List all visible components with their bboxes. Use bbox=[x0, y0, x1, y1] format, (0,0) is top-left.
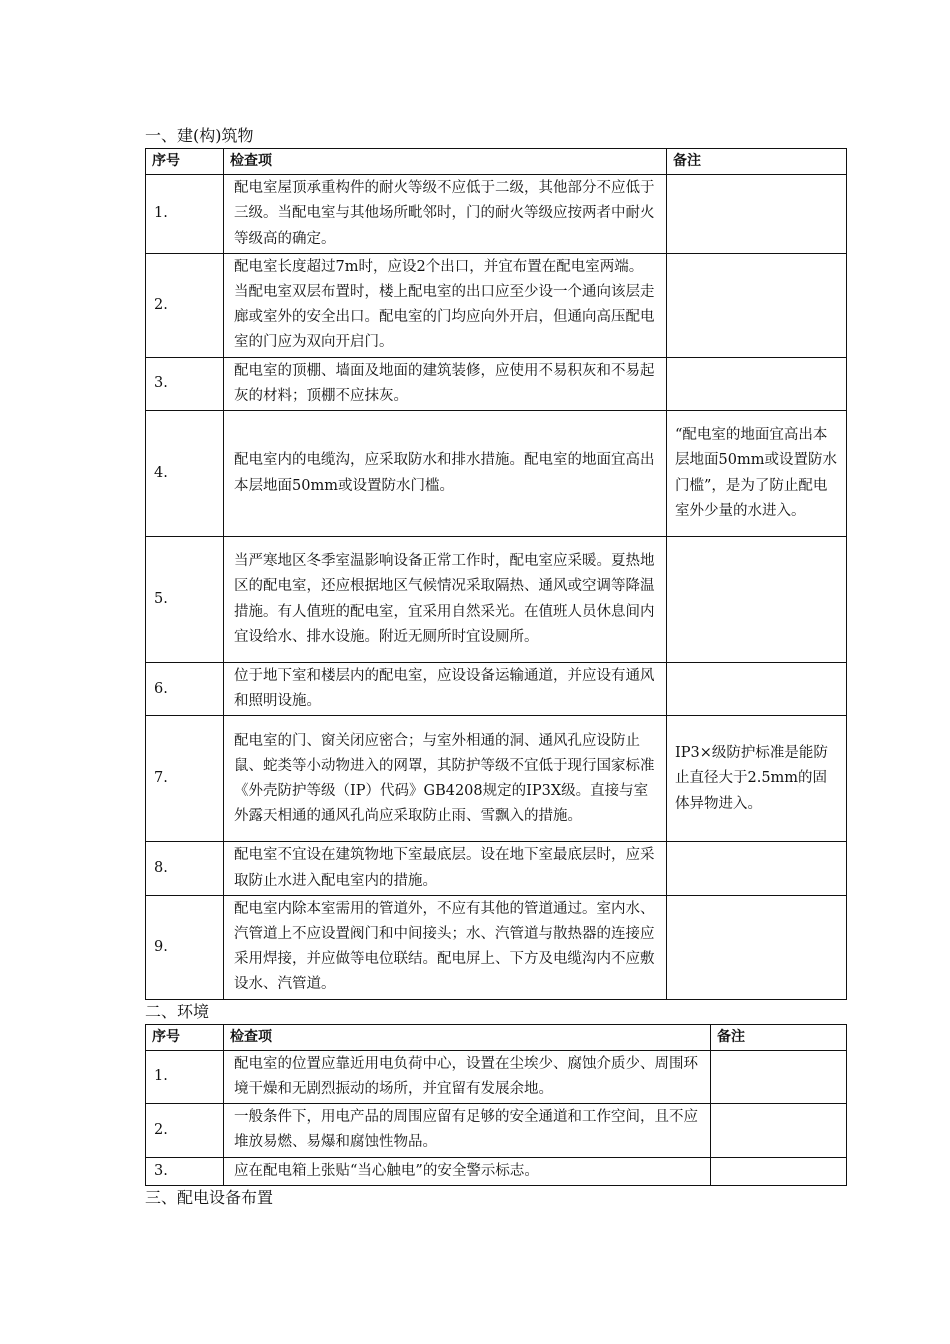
header-note: 备注 bbox=[711, 1024, 847, 1050]
table-row bbox=[146, 842, 847, 895]
row-note bbox=[667, 842, 847, 895]
row-check-item: 配电室内的电缆沟，应采取防水和排水措施。配电室的地面宜高出本层地面50mm或设置防水门槛。 bbox=[224, 411, 667, 537]
header-num: 序号 bbox=[146, 1024, 224, 1050]
row-check-item: 配电室屋顶承重构件的耐火等级不应低于二级，其他部分不应低于三级。当配电室与其他场所毗邻时，门的耐火等级应按两者中耐火等级高的确定。 bbox=[224, 175, 667, 254]
section-title-equipment: 三、配电设备布置 bbox=[145, 1187, 274, 1207]
table-header-row bbox=[146, 149, 847, 175]
table-row bbox=[146, 357, 847, 410]
row-number: 4. bbox=[146, 411, 224, 537]
table-row bbox=[146, 1157, 847, 1185]
row-number: 1. bbox=[146, 175, 224, 254]
header-num: 序号 bbox=[146, 149, 224, 175]
section-title-building: 一、建(构)筑物 bbox=[145, 126, 254, 145]
row-number: 8. bbox=[146, 842, 224, 895]
row-note bbox=[667, 175, 847, 254]
row-number: 3. bbox=[146, 1157, 224, 1185]
row-note bbox=[667, 537, 847, 663]
row-number: 3. bbox=[146, 357, 224, 410]
row-number: 2. bbox=[146, 253, 224, 357]
row-check-item: 配电室的门、窗关闭应密合；与室外相通的洞、通风孔应设防止鼠、蛇类等小动物进入的网罩，其防护等级不宜低于现行国家标准《外壳防护等级（IP）代码》GB4208规定的IP3X级。直接与室外露天相通的通风孔尚应采取防止雨、雪飘入的措施。 bbox=[224, 716, 667, 842]
row-check-item: 配电室的顶棚、墙面及地面的建筑装修，应使用不易积灰和不易起灰的材料；顶棚不应抹灰。 bbox=[224, 357, 667, 410]
environment-check-table bbox=[145, 1024, 847, 1186]
table-row bbox=[146, 1050, 847, 1103]
header-note: 备注 bbox=[667, 149, 847, 175]
row-check-item: 配电室的位置应靠近用电负荷中心，设置在尘埃少、腐蚀介质少、周围环境干燥和无剧烈振动的场所，并宜留有发展余地。 bbox=[224, 1050, 711, 1103]
row-check-item: 位于地下室和楼层内的配电室，应设设备运输通道，并应设有通风和照明设施。 bbox=[224, 663, 667, 716]
row-note: “配电室的地面宜高出本层地面50mm或设置防水门槛”，是为了防止配电室外少量的水进入。 bbox=[667, 411, 847, 537]
table-row bbox=[146, 253, 847, 357]
table-row bbox=[146, 716, 847, 842]
row-note bbox=[667, 357, 847, 410]
row-check-item: 配电室不宜设在建筑物地下室最底层。设在地下室最底层时，应采取防止水进入配电室内的措施。 bbox=[224, 842, 667, 895]
row-check-item: 当严寒地区冬季室温影响设备正常工作时，配电室应采暖。夏热地区的配电室，还应根据地区气候情况采取隔热、通风或空调等降温措施。有人值班的配电室，宜采用自然采光。在值班人员休息间内宜设给水、排水设施。附近无厕所时宜设厕所。 bbox=[224, 537, 667, 663]
row-check-item: 配电室内除本室需用的管道外，不应有其他的管道通过。室内水、汽管道上不应设置阀门和中间接头；水、汽管道与散热器的连接应采用焊接，并应做等电位联结。配电屏上、下方及电缆沟内不应敷设水、汽管道。 bbox=[224, 895, 667, 999]
header-item: 检查项 bbox=[224, 1024, 711, 1050]
row-check-item: 应在配电箱上张贴“当心触电”的安全警示标志。 bbox=[224, 1157, 711, 1185]
table-row bbox=[146, 175, 847, 254]
table-header-row bbox=[146, 1024, 847, 1050]
row-number: 9. bbox=[146, 895, 224, 999]
row-number: 1. bbox=[146, 1050, 224, 1103]
row-note bbox=[711, 1050, 847, 1103]
building-check-table bbox=[145, 148, 847, 1000]
row-check-item: 配电室长度超过7m时，应设2个出口，并宜布置在配电室两端。当配电室双层布置时，楼上配电室的出口应至少设一个通向该层走廊或室外的安全出口。配电室的门均应向外开启，但通向高压配电室的门应为双向开启门。 bbox=[224, 253, 667, 357]
row-note bbox=[711, 1104, 847, 1157]
row-number: 2. bbox=[146, 1104, 224, 1157]
row-number: 7. bbox=[146, 716, 224, 842]
document-page bbox=[145, 124, 847, 1210]
table-row bbox=[146, 537, 847, 663]
row-note bbox=[711, 1157, 847, 1185]
table-row bbox=[146, 411, 847, 537]
table-row bbox=[146, 895, 847, 999]
table-row bbox=[146, 1104, 847, 1157]
row-note bbox=[667, 663, 847, 716]
header-item: 检查项 bbox=[224, 149, 667, 175]
row-note: IP3×级防护标准是能防止直径大于2.5mm的固体异物进入。 bbox=[667, 716, 847, 842]
row-note bbox=[667, 895, 847, 999]
section-title-environment: 二、环境 bbox=[145, 1001, 210, 1021]
row-note bbox=[667, 253, 847, 357]
row-check-item: 一般条件下，用电产品的周围应留有足够的安全通道和工作空间，且不应堆放易燃、易爆和腐蚀性物品。 bbox=[224, 1104, 711, 1157]
row-number: 6. bbox=[146, 663, 224, 716]
table-row bbox=[146, 663, 847, 716]
row-number: 5. bbox=[146, 537, 224, 663]
